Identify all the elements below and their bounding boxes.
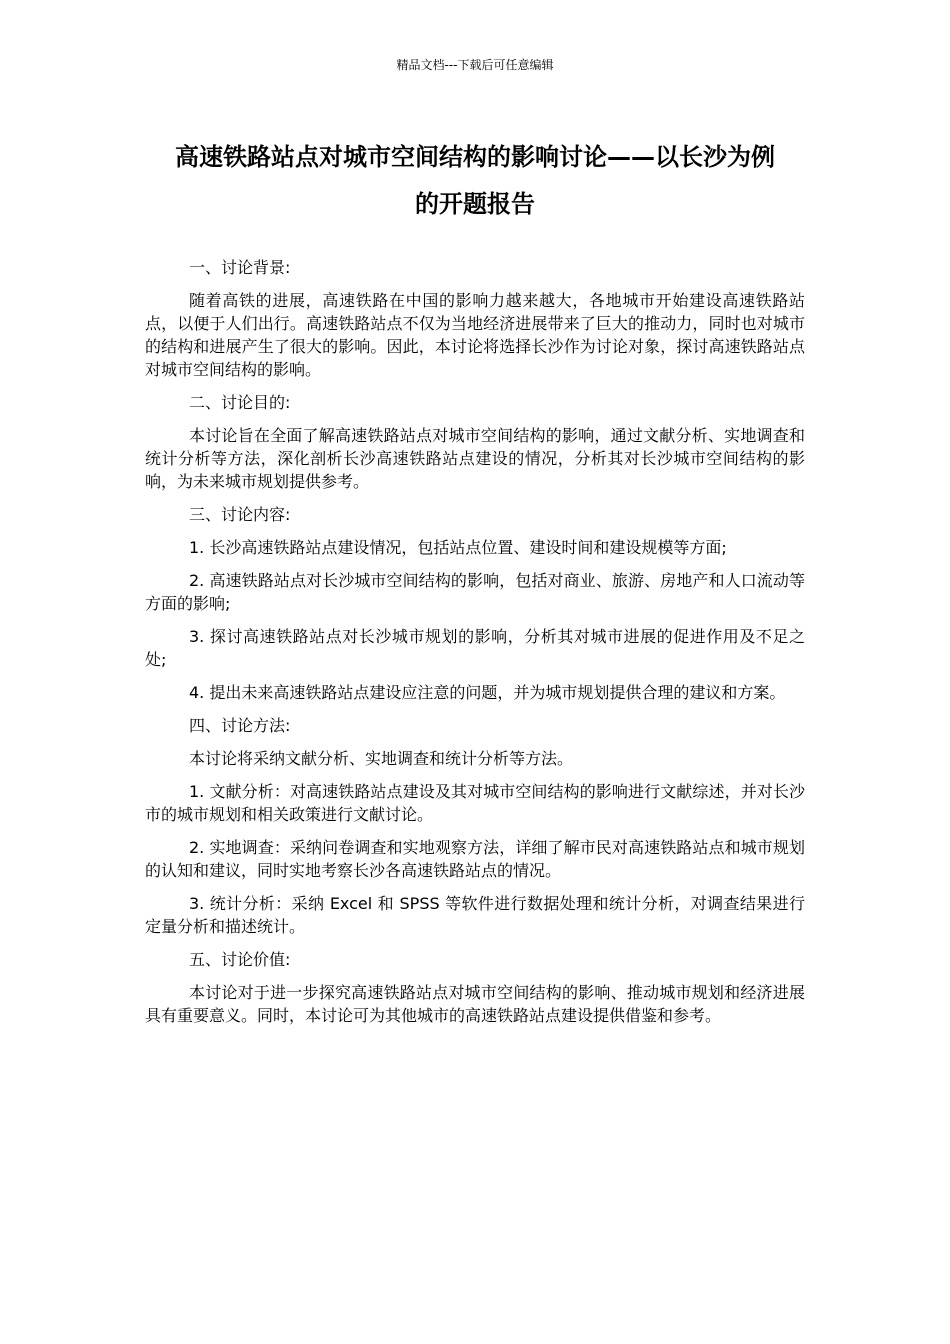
paragraph-purpose: 本讨论旨在全面了解高速铁路站点对城市空间结构的影响，通过文献分析、实地调查和统计分析等方法，深化剖析长沙高速铁路站点建设的情况，分析其对长沙城市空间结构的影响，为未来城市规划提供参考。 xyxy=(145,426,805,491)
paragraph-value: 本讨论对于进一步探究高速铁路站点对城市空间结构的影响、推动城市规划和经济进展具有重要意义。同时，本讨论可为其他城市的高速铁路站点建设提供借鉴和参考。 xyxy=(145,983,805,1025)
content-item-2: 2. 高速铁路站点对长沙城市空间结构的影响，包括对商业、旅游、房地产和人口流动等方面的影响; xyxy=(145,571,805,613)
section-heading-methods: 四、讨论方法: xyxy=(189,716,291,735)
section-heading-purpose: 二、讨论目的: xyxy=(189,393,291,412)
content-item-1: 1. 长沙高速铁路站点建设情况，包括站点位置、建设时间和建设规模等方面; xyxy=(189,538,727,557)
section-heading-content: 三、讨论内容: xyxy=(189,505,291,524)
paragraph-methods-intro: 本讨论将采纳文献分析、实地调查和统计分析等方法。 xyxy=(189,749,574,768)
header-note: 精品文档---下载后可任意编辑 xyxy=(396,58,554,72)
title-line-1: 高速铁路站点对城市空间结构的影响讨论——以长沙为例 xyxy=(175,143,775,171)
method-item-3: 3. 统计分析：采纳 Excel 和 SPSS 等软件进行数据处理和统计分析，对调查结果进行定量分析和描述统计。 xyxy=(145,894,805,936)
document-body xyxy=(145,256,805,1037)
content-item-3: 3. 探讨高速铁路站点对长沙城市规划的影响，分析其对城市进展的促进作用及不足之处; xyxy=(145,627,805,669)
paragraph-background: 随着高铁的进展，高速铁路在中国的影响力越来越大，各地城市开始建设高速铁路站点，以便于人们出行。高速铁路站点不仅为当地经济进展带来了巨大的推动力，同时也对城市的结构和进展产生了很大的影响。因此，本讨论将选择长沙作为讨论对象，探讨高速铁路站点对城市空间结构的影响。 xyxy=(145,291,805,379)
method-item-1: 1. 文献分析：对高速铁路站点建设及其对城市空间结构的影响进行文献综述，并对长沙市的城市规划和相关政策进行文献讨论。 xyxy=(145,782,805,824)
title-line-2: 的开题报告 xyxy=(415,190,535,218)
method-item-2: 2. 实地调查：采纳问卷调查和实地观察方法，详细了解市民对高速铁路站点和城市规划的认知和建议，同时实地考察长沙各高速铁路站点的情况。 xyxy=(145,838,805,880)
content-item-4: 4. 提出未来高速铁路站点建设应注意的问题，并为城市规划提供合理的建议和方案。 xyxy=(189,683,786,702)
document-title xyxy=(100,134,850,228)
section-heading-background: 一、讨论背景: xyxy=(189,258,291,277)
section-heading-value: 五、讨论价值: xyxy=(189,950,291,969)
